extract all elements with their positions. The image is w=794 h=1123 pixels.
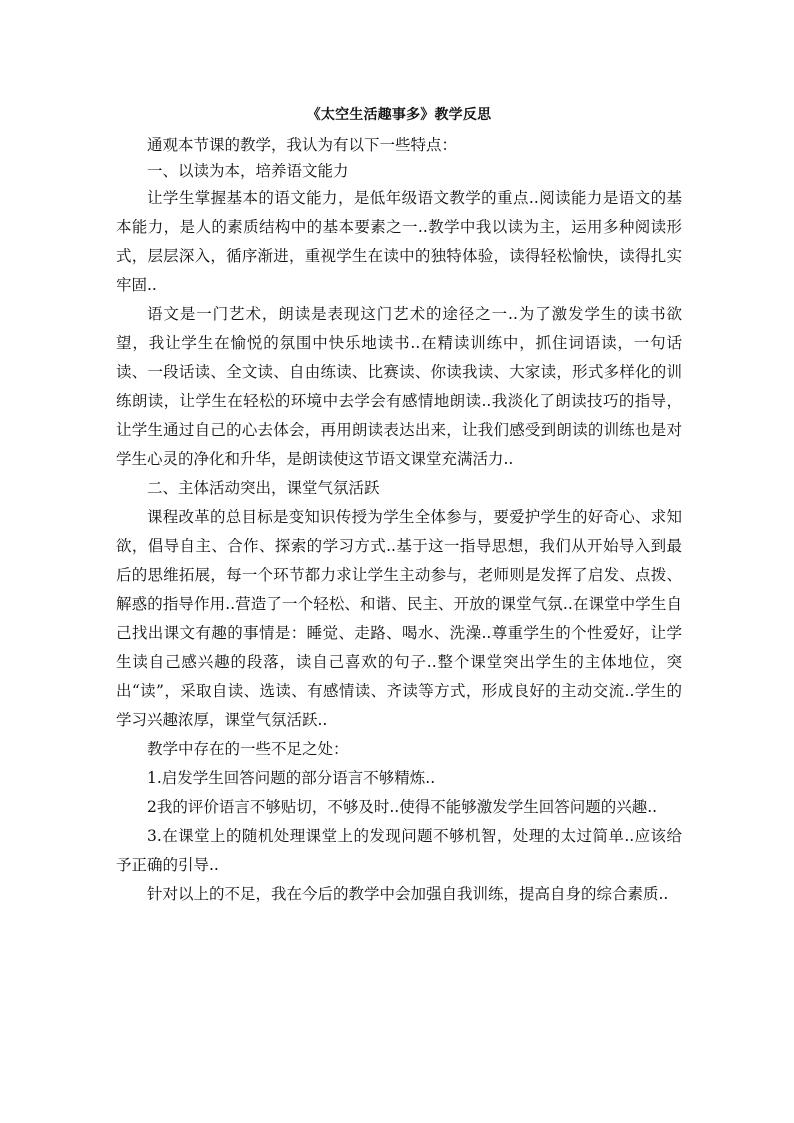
document-title: 《太空生活趣事多》教学反思 — [306, 107, 492, 123]
shortcomings-heading: 教学中存在的一些不足之处： — [147, 740, 349, 758]
shortcoming-item-1: 1.启发学生回答问题的部分语言不够精炼.. — [147, 769, 436, 787]
body-paragraph-2: 语文是一门艺术，朗读是表现这门艺术的途径之一..为了激发学生的读书欲望，我让学生在愉悦的氛围中快乐地读书..在精读训练中，抓住词语读，一句话读、一段话读、全文读、自由练读、比赛读、你读我读、大家读，形式多样化的训练朗读，让学生在轻松的环境中去学会有感情地朗读..我淡化了朗读技巧的指导，让学生通过自己的心去体会，再用朗读表达出来，让我们感受到朗读的训练也是对学生心灵的净化和升华，是朗读使这节语文课堂充满活力.. — [116, 305, 682, 468]
shortcoming-item-2: 2我的评价语言不够贴切，不够及时..使得不能够激发学生回答问题的兴趣.. — [147, 798, 658, 816]
shortcoming-item-3: 3.在课堂上的随机处理课堂上的发现问题不够机智，处理的太过简单..应该给予正确的引导.. — [116, 827, 682, 874]
body-paragraph-3: 课程改革的总目标是变知识传授为学生全体参与，要爱护学生的好奇心、求知欲，倡导自主、合作、探索的学习方式..基于这一指导思想，我们从开始导入到最后的思维拓展，每一个环节都力求让学生主动参与，老师则是发挥了启发、点拨、解惑的指导作用..营造了一个轻松、和谐、民主、开放的课堂气氛..在课堂中学生自己找出课文有趣的事情是：睡觉、走路、喝水、洗澡..尊重学生的个性爱好，让学生读自己感兴趣的段落，读自己喜欢的句子..整个课堂突出学生的主体地位，突出“读”，采取自读、选读、有感情读、齐读等方式，形成良好的主动交流..学生的学习兴趣浓厚，课堂气氛活跃.. — [116, 508, 682, 729]
section-heading-2: 二、主体活动突出，课堂气氛活跃 — [147, 479, 380, 497]
intro-paragraph: 通观本节课的教学，我认为有以下一些特点： — [147, 136, 458, 154]
body-paragraph-1: 让学生掌握基本的语文能力，是低年级语文教学的重点..阅读能力是语文的基本能力，是人的素质结构中的基本要素之一..教学中我以读为主，运用多种阅读形式，层层深入，循序渐进，重视学生在读中的独特体验，读得轻松愉快，读得扎实牢固.. — [116, 189, 682, 294]
section-heading-1: 一、以读为本，培养语文能力 — [147, 162, 349, 180]
document-page — [116, 104, 682, 909]
conclusion-paragraph: 针对以上的不足，我在今后的教学中会加强自我训练，提高自身的综合素质.. — [147, 885, 669, 903]
